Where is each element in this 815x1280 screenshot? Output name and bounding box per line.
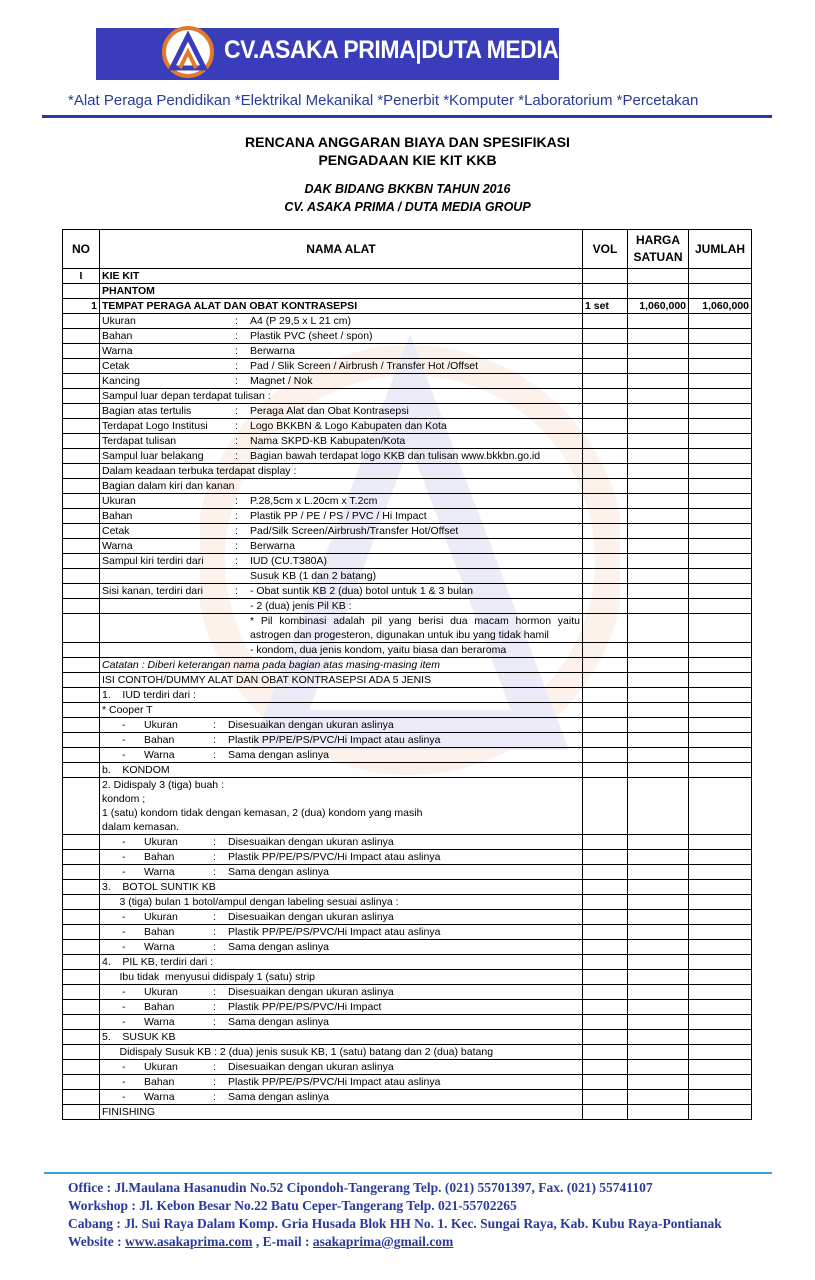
header-divider <box>42 115 772 118</box>
spec-cell: - Bahan : Plastik PP/PE/PS/PVC/Hi Impact <box>100 1000 583 1015</box>
spec-cell: Terdapat tulisan : Nama SKPD-KB Kabupaten/Kota <box>100 434 583 449</box>
spec-cell: - Bahan : Plastik PP/PE/PS/PVC/Hi Impact atau aslinya <box>100 850 583 865</box>
table-row <box>63 1015 752 1030</box>
table-row <box>63 479 752 494</box>
spec-cell: * Cooper T <box>100 703 583 718</box>
table-row <box>63 1030 752 1045</box>
email-link[interactable]: asakaprima@gmail.com <box>312 1234 454 1249</box>
company-logo-icon <box>158 26 218 82</box>
table-row <box>63 419 752 434</box>
table-row <box>63 658 752 673</box>
table-row <box>63 955 752 970</box>
table-row <box>63 524 752 539</box>
table-row <box>63 389 752 404</box>
spec-cell: - Ukuran : Disesuaikan dengan ukuran aslinya <box>100 985 583 1000</box>
spec-cell: 2. Didispaly 3 (tiga) buah : kondom ; 1 (satu) kondom tidak dengan kemasan, 2 (dua) kondom yang masih dalam kemasan. <box>100 778 583 835</box>
header-harga: HARGA SATUAN <box>628 230 689 269</box>
doc-subtitle-2: CV. ASAKA PRIMA / DUTA MEDIA GROUP <box>284 200 531 214</box>
table-row <box>63 910 752 925</box>
table-row <box>63 748 752 763</box>
header-no: NO <box>63 230 100 269</box>
spec-cell: - Warna : Sama dengan aslinya <box>100 865 583 880</box>
doc-title-2: PENGADAAN KIE KIT KKB <box>318 152 497 168</box>
item-number: 1 <box>63 299 100 314</box>
spec-cell: Cetak : Pad/Silk Screen/Airbrush/Transfer Hot/Offset <box>100 524 583 539</box>
spec-cell: Didispaly Susuk KB : 2 (dua) jenis susuk KB, 1 (satu) batang dan 2 (dua) batang <box>100 1045 583 1060</box>
doc-subtitle-1: DAK BIDANG BKKBN TAHUN 2016 <box>304 182 511 196</box>
table-row <box>63 374 752 389</box>
table-row <box>63 614 752 643</box>
spec-cell: Cetak : Pad / Slik Screen / Airbrush / Transfer Hot /Offset <box>100 359 583 374</box>
item-vol: 1 set <box>583 299 628 314</box>
table-row <box>63 940 752 955</box>
budget-table <box>62 229 752 1120</box>
table-row <box>63 1000 752 1015</box>
table-row <box>63 643 752 658</box>
footer-cabang: Cabang : Jl. Sui Raya Dalam Komp. Gria Husada Blok HH No. 1. Kec. Sungai Raya, Kab. Kubu Raya-Pontianak <box>68 1216 722 1231</box>
table-row <box>63 329 752 344</box>
spec-cell: Ibu tidak menyusui didispaly 1 (satu) strip <box>100 970 583 985</box>
table-row <box>63 404 752 419</box>
table-row <box>63 1105 752 1120</box>
spec-cell: Sampul kiri terdiri dari : IUD (CU.T380A) <box>100 554 583 569</box>
spec-cell: b. KONDOM <box>100 763 583 778</box>
spec-cell: - 2 (dua) jenis Pil KB : <box>100 599 583 614</box>
spec-cell: - Ukuran : Disesuaikan dengan ukuran aslinya <box>100 835 583 850</box>
spec-cell: Bahan : Plastik PP / PE / PS / PVC / Hi Impact <box>100 509 583 524</box>
spec-cell: Ukuran : P.28,5cm x L.20cm x T.2cm <box>100 494 583 509</box>
spec-cell: Terdapat Logo Institusi : Logo BKKBN & Logo Kabupaten dan Kota <box>100 419 583 434</box>
table-row <box>63 895 752 910</box>
section-phantom: PHANTOM <box>100 284 583 299</box>
table-row <box>63 434 752 449</box>
table-row <box>63 985 752 1000</box>
spec-cell: Kancing : Magnet / Nok <box>100 374 583 389</box>
table-row <box>63 569 752 584</box>
spec-cell: - Bahan : Plastik PP/PE/PS/PVC/Hi Impact atau aslinya <box>100 925 583 940</box>
spec-cell: - Bahan : Plastik PP/PE/PS/PVC/Hi Impact atau aslinya <box>100 733 583 748</box>
table-row <box>63 509 752 524</box>
table-row <box>63 865 752 880</box>
spec-cell: - Ukuran : Disesuaikan dengan ukuran aslinya <box>100 910 583 925</box>
spec-cell: Sampul luar belakang : Bagian bawah terdapat logo KKB dan tulisan www.bkkbn.go.id <box>100 449 583 464</box>
spec-cell: ISI CONTOH/DUMMY ALAT DAN OBAT KONTRASEPSI ADA 5 JENIS <box>100 673 583 688</box>
spec-cell: Bagian dalam kiri dan kanan <box>100 479 583 494</box>
spec-cell: Warna : Berwarna <box>100 539 583 554</box>
spec-cell: 3. BOTOL SUNTIK KB <box>100 880 583 895</box>
spec-cell: Susuk KB (1 dan 2 batang) <box>100 569 583 584</box>
table-row <box>63 880 752 895</box>
spec-cell: - Ukuran : Disesuaikan dengan ukuran aslinya <box>100 718 583 733</box>
table-row <box>63 539 752 554</box>
table-row <box>63 1075 752 1090</box>
header-vol: VOL <box>583 230 628 269</box>
website-link[interactable]: www.asakaprima.com <box>125 1234 253 1249</box>
table-row <box>63 599 752 614</box>
spec-cell: - Warna : Sama dengan aslinya <box>100 940 583 955</box>
table-row <box>63 673 752 688</box>
spec-cell: Warna : Berwarna <box>100 344 583 359</box>
spec-cell: Dalam keadaan terbuka terdapat display : <box>100 464 583 479</box>
table-row <box>63 925 752 940</box>
table-row <box>63 554 752 569</box>
spec-cell: 4. PIL KB, terdiri dari : <box>100 955 583 970</box>
table-row <box>63 1060 752 1075</box>
spec-cell: - Warna : Sama dengan aslinya <box>100 1015 583 1030</box>
tagline: *Alat Peraga Pendidikan *Elektrikal Mekanikal *Penerbit *Komputer *Laboratorium *Percetakan <box>68 92 699 109</box>
spec-cell: * Pil kombinasi adalah pil yang berisi dua macam hormon yaitu astrogen dan progesteron, digunakan untuk ibu yang tidak hamil <box>100 614 583 643</box>
spec-cell: - kondom, dua jenis kondom, yaitu biasa dan beraroma <box>100 643 583 658</box>
table-row <box>63 359 752 374</box>
item-harga: 1,060,000 <box>628 299 689 314</box>
table-row <box>63 850 752 865</box>
brand-name: CV.ASAKA PRIMA|DUTA MEDIA GROUP <box>224 36 646 64</box>
table-row <box>63 1090 752 1105</box>
footer-office: Office : Jl.Maulana Hasanudin No.52 Cipondoh-Tangerang Telp. (021) 55701397, Fax. (021) 55741107 <box>68 1180 653 1195</box>
table-row <box>63 703 752 718</box>
spec-cell: Bahan : Plastik PVC (sheet / spon) <box>100 329 583 344</box>
spec-cell: 5. SUSUK KB <box>100 1030 583 1045</box>
item-jumlah: 1,060,000 <box>689 299 752 314</box>
spec-cell: - Ukuran : Disesuaikan dengan ukuran aslinya <box>100 1060 583 1075</box>
spec-cell: 3 (tiga) bulan 1 botol/ampul dengan labeling sesuai aslinya : <box>100 895 583 910</box>
item-name: TEMPAT PERAGA ALAT DAN OBAT KONTRASEPSI <box>100 299 583 314</box>
header-jumlah: JUMLAH <box>689 230 752 269</box>
table-row <box>63 688 752 703</box>
footer-workshop: Workshop : Jl. Kebon Besar No.22 Batu Ceper-Tangerang Telp. 021-55702265 <box>68 1198 517 1213</box>
table-row <box>63 449 752 464</box>
table-row <box>63 314 752 329</box>
table-row <box>63 584 752 599</box>
spec-cell: - Bahan : Plastik PP/PE/PS/PVC/Hi Impact atau aslinya <box>100 1075 583 1090</box>
spec-cell: Catatan : Diberi keterangan nama pada bagian atas masing-masing item <box>100 658 583 673</box>
header-nama: NAMA ALAT <box>100 230 583 269</box>
spec-cell: Sisi kanan, terdiri dari : - Obat suntik KB 2 (dua) botol untuk 1 & 3 bulan <box>100 584 583 599</box>
footer-divider <box>44 1172 772 1174</box>
section-kie-kit: KIE KIT <box>100 269 583 284</box>
table-row <box>63 718 752 733</box>
doc-title-1: RENCANA ANGGARAN BIAYA DAN SPESIFIKASI <box>245 134 570 150</box>
table-row <box>63 733 752 748</box>
spec-cell: Ukuran : A4 (P 29,5 x L 21 cm) <box>100 314 583 329</box>
table-row <box>63 1045 752 1060</box>
table-row <box>63 778 752 835</box>
table-row <box>63 970 752 985</box>
roman-number: I <box>63 269 100 284</box>
table-row <box>63 763 752 778</box>
spec-cell: Sampul luar depan terdapat tulisan : <box>100 389 583 404</box>
spec-cell: - Warna : Sama dengan aslinya <box>100 1090 583 1105</box>
spec-cell: - Warna : Sama dengan aslinya <box>100 748 583 763</box>
table-row <box>63 464 752 479</box>
spec-cell: FINISHING <box>100 1105 583 1120</box>
spec-cell: Bagian atas tertulis : Peraga Alat dan Obat Kontrasepsi <box>100 404 583 419</box>
table-row <box>63 494 752 509</box>
footer-contact: Website : www.asakaprima.com , E-mail : asakaprima@gmail.com <box>68 1234 454 1249</box>
table-row <box>63 344 752 359</box>
spec-cell: 1. IUD terdiri dari : <box>100 688 583 703</box>
table-row <box>63 835 752 850</box>
